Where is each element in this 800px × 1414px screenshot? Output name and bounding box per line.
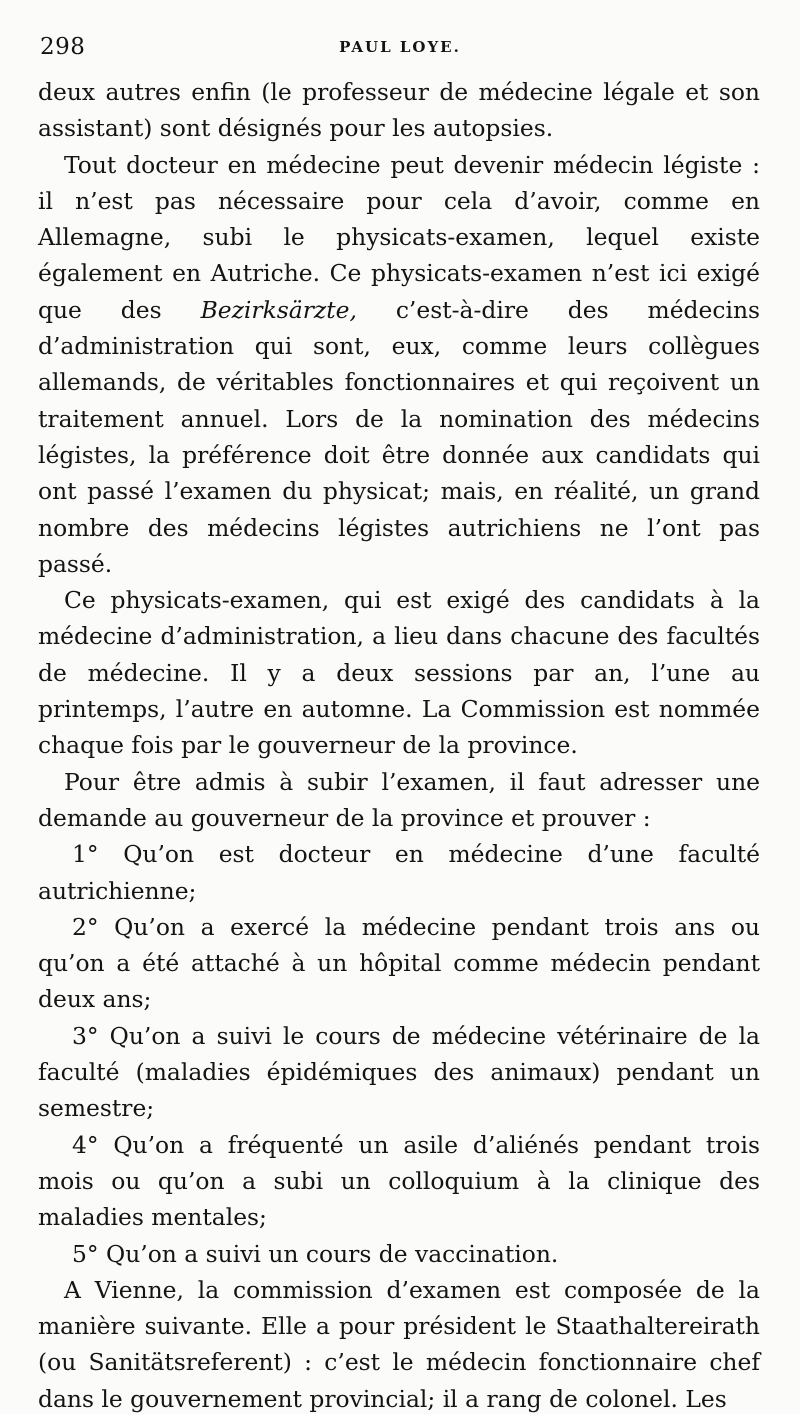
list-item-4: 4° Qu’on a fréquenté un asile d’aliénés pendant trois mois ou qu’on a subi un colloquium à la clinique des maladies mentales;	[38, 1130, 760, 1232]
running-head: PAUL LOYE.	[339, 38, 461, 56]
list-item-3: 3° Qu’on a suivi le cours de médecine vétérinaire de la faculté (maladies épidémiques des animaux) pendant un semestre;	[38, 1021, 760, 1123]
paragraph-admission: Pour être admis à subir l’examen, il faut adresser une demande au gouverneur de la province et prouver :	[38, 767, 760, 832]
body-text	[38, 74, 760, 1414]
paragraph-continuation: deux autres enfin (le professeur de médecine légale et son assistant) sont désignés pour les autopsies.	[38, 78, 760, 143]
paragraph-vienne: A Vienne, la commission d’examen est composée de la manière suivante. Elle a pour président le Staathaltereirath (ou Sanitätsreferent) : c’est le médecin fonctionnaire chef dans le gouvernement provincial; il a rang de colonel. Les	[38, 1275, 760, 1413]
list-item-1: 1° Qu’on est docteur en médecine d’une faculté autrichienne;	[38, 840, 760, 905]
paragraph-physicats-examen: Ce physicats-examen, qui est exigé des candidats à la médecine d’administration, a lieu dans chacune des facultés de médecine. Il y a deux sessions par an, l’une au printemps, l’autre en automne. La Commission est nommée chaque fois par le gouverneur de la province.	[38, 586, 760, 760]
list-item-5: 5° Qu’on a suivi un cours de vaccination.	[72, 1239, 559, 1268]
page-number: 298	[40, 34, 86, 60]
list-item-2: 2° Qu’on a exercé la médecine pendant trois ans ou qu’on a été attaché à un hôpital comme médecin pendant deux ans;	[38, 912, 760, 1014]
paragraph-medecin-legiste: Tout docteur en médecine peut devenir médecin légiste : il n’est pas nécessaire pour cela d’avoir, comme en Allemagne, subi le physicats-examen, lequel existe également en Autriche. Ce physicats-examen n’est ici exigé que des Bezirksärzte, c’est-à-dire des médecins d’administration qui sont, eux, comme leurs collègues allemands, de véritables fonctionnaires et qui reçoivent un traitement annuel. Lors de la nomination des médecins légistes, la préférence doit être donnée aux candidats qui ont passé l’examen du physicat; mais, en réalité, un grand nombre des médecins légistes autrichiens ne l’ont pas passé.	[38, 150, 761, 578]
italic-term: Bezirksärzte,	[200, 295, 357, 324]
page-header	[40, 34, 760, 64]
